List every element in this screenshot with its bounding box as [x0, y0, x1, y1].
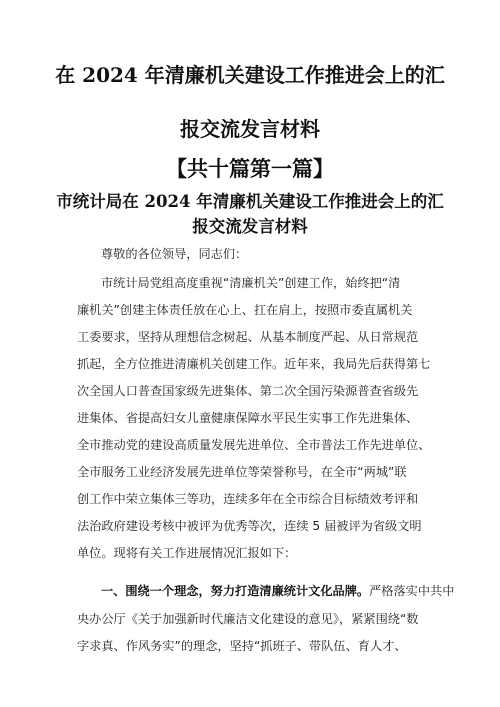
section-1-heading: 一、围绕一个理念，努力打造清廉统计文化品牌。 [101, 584, 370, 598]
document-subtitle-line-1: 市统计局在 2024 年清廉机关建设工作推进会上的汇 [56, 192, 444, 211]
body-line: 创工作中荣立集体三等功，连续多年在全市综合目标绩效考评和 [77, 492, 419, 506]
body-line: 全市推动党的建设高质量发展先进单位、全市普法工作先进单位、 [77, 438, 431, 452]
document-title-line-2: 报交流发言材料 [180, 117, 320, 141]
body-line: 工委要求，坚持从理想信念树起、从基本制度严起、从日常规范 [77, 330, 419, 344]
body-line: 法治政府建设考核中被评为优秀等次，连续 5 届被评为省级文明 [77, 519, 422, 533]
body-line: 单位。现将有关工作进展情况汇报如下： [77, 546, 297, 560]
collection-label: 【共十篇第一篇】 [166, 156, 334, 181]
body-line: 央办公厅《关于加强新时代廉洁文化建设的意见》，紧紧围绕“数 [77, 612, 419, 626]
body-line: 廉机关”创建主体责任放在心上、扛在肩上，按照市委直属机关 [77, 303, 413, 317]
body-line: 次全国人口普查国家级先进集体、第二次全国污染源普查省级先 [77, 384, 419, 398]
body-line: 字求真、作风务实”的理念，坚持“抓班子、带队伍、育人才、 [77, 639, 407, 653]
section-1-first-line [101, 583, 454, 599]
body-line: 全市服务工业经济发展先进单位等荣誉称号，在全市“两城”联 [77, 465, 407, 479]
body-line: 进集体、省提高妇女儿童健康保障水平民生实事工作先进集体、 [77, 411, 419, 425]
body-line: 市统计局党组高度重视“清廉机关”创建工作，始终把“清 [101, 276, 401, 290]
section-1-text: 严格落实中共中 [369, 584, 455, 598]
document-subtitle-line-2: 报交流发言材料 [192, 217, 308, 236]
document-title-line-1: 在 2024 年清廉机关建设工作推进会上的汇 [55, 63, 445, 87]
salutation: 尊敬的各位领导，同志们： [101, 247, 248, 261]
body-line: 抓起，全方位推进清廉机关创建工作。近年来，我局先后获得第七 [77, 357, 431, 371]
